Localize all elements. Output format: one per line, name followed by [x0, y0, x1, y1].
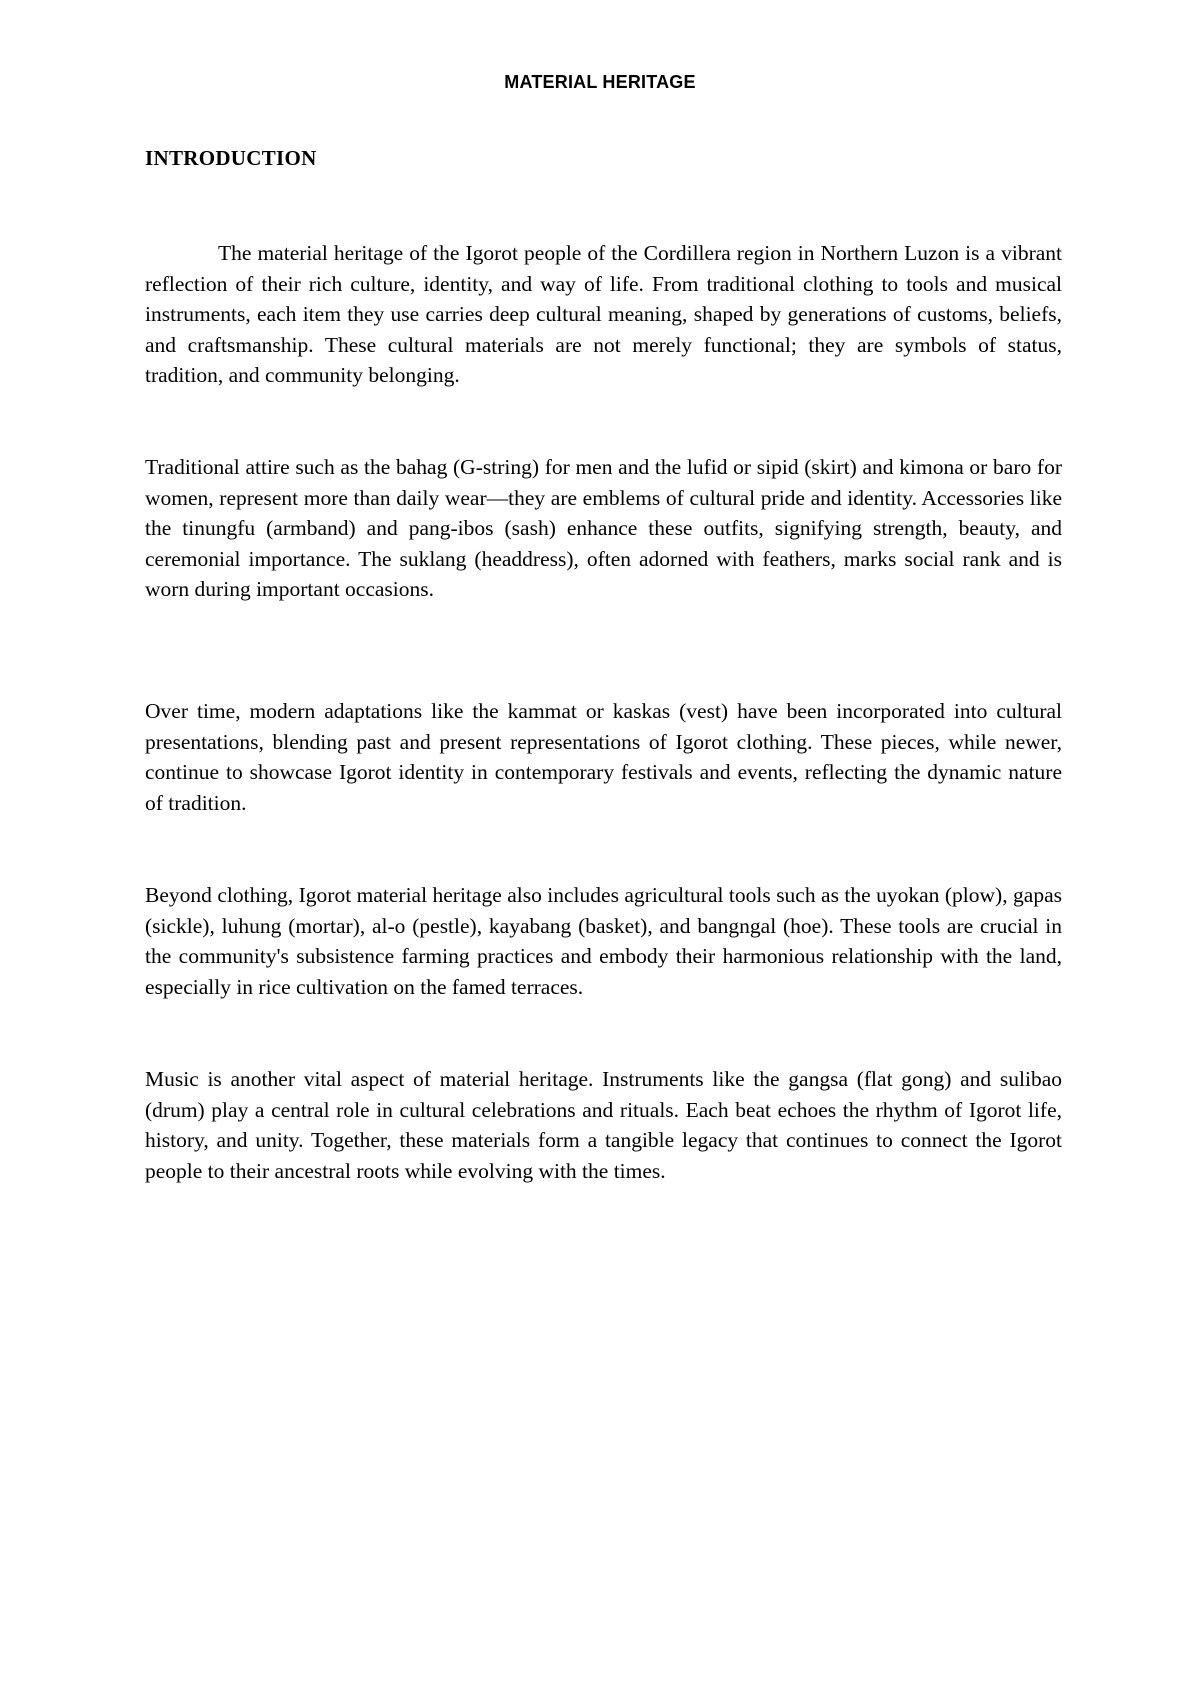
paragraph-introduction: The material heritage of the Igorot people of the Cordillera region in Northern Luzon is a vibrant reflection of their rich culture, identity, and way of life. From traditional clothing to tools and musical instruments, each item they use carries deep cultural meaning, shaped by generations of customs, beliefs, and craftsmanship. These cultural materials are not merely functional; they are symbols of status, tradition, and community belonging. — [145, 241, 1062, 387]
paragraph-traditional-attire: Traditional attire such as the bahag (G-string) for men and the lufid or sipid (skirt) and kimona or baro for women, represent more than daily wear—they are emblems of cultural pride and identity. Accessories like the tinungfu (armband) and pang-ibos (sash) enhance these outfits, signifying strength, beauty, and ceremonial importance. The suklang (headdress), often adorned with feathers, marks social rank and is worn during important occasions. — [145, 455, 1062, 601]
document-title: MATERIAL HERITAGE — [504, 72, 696, 92]
paragraph-agricultural-tools: Beyond clothing, Igorot material heritage also includes agricultural tools such as the uyokan (plow), gapas (sickle), luhung (mortar), al-o (pestle), kayabang (basket), and bangngal (hoe). These tools are crucial in the community's subsistence farming practices and embody their harmonious relationship with the land, especially in rice cultivation on the famed terraces. — [145, 883, 1062, 999]
paragraph-modern-adaptations: Over time, modern adaptations like the kammat or kaskas (vest) have been incorporated into cultural presentations, blending past and present representations of Igorot clothing. These pieces, while newer, continue to showcase Igorot identity in contemporary festivals and events, reflecting the dynamic nature of tradition. — [145, 699, 1062, 815]
paragraph-music: Music is another vital aspect of material heritage. Instruments like the gangsa (flat gong) and sulibao (drum) play a central role in cultural celebrations and rituals. Each beat echoes the rhythm of Igorot life, history, and unity. Together, these materials form a tangible legacy that continues to connect the Igorot people to their ancestral roots while evolving with the times. — [145, 1067, 1062, 1183]
section-heading-introduction: INTRODUCTION — [145, 146, 317, 170]
